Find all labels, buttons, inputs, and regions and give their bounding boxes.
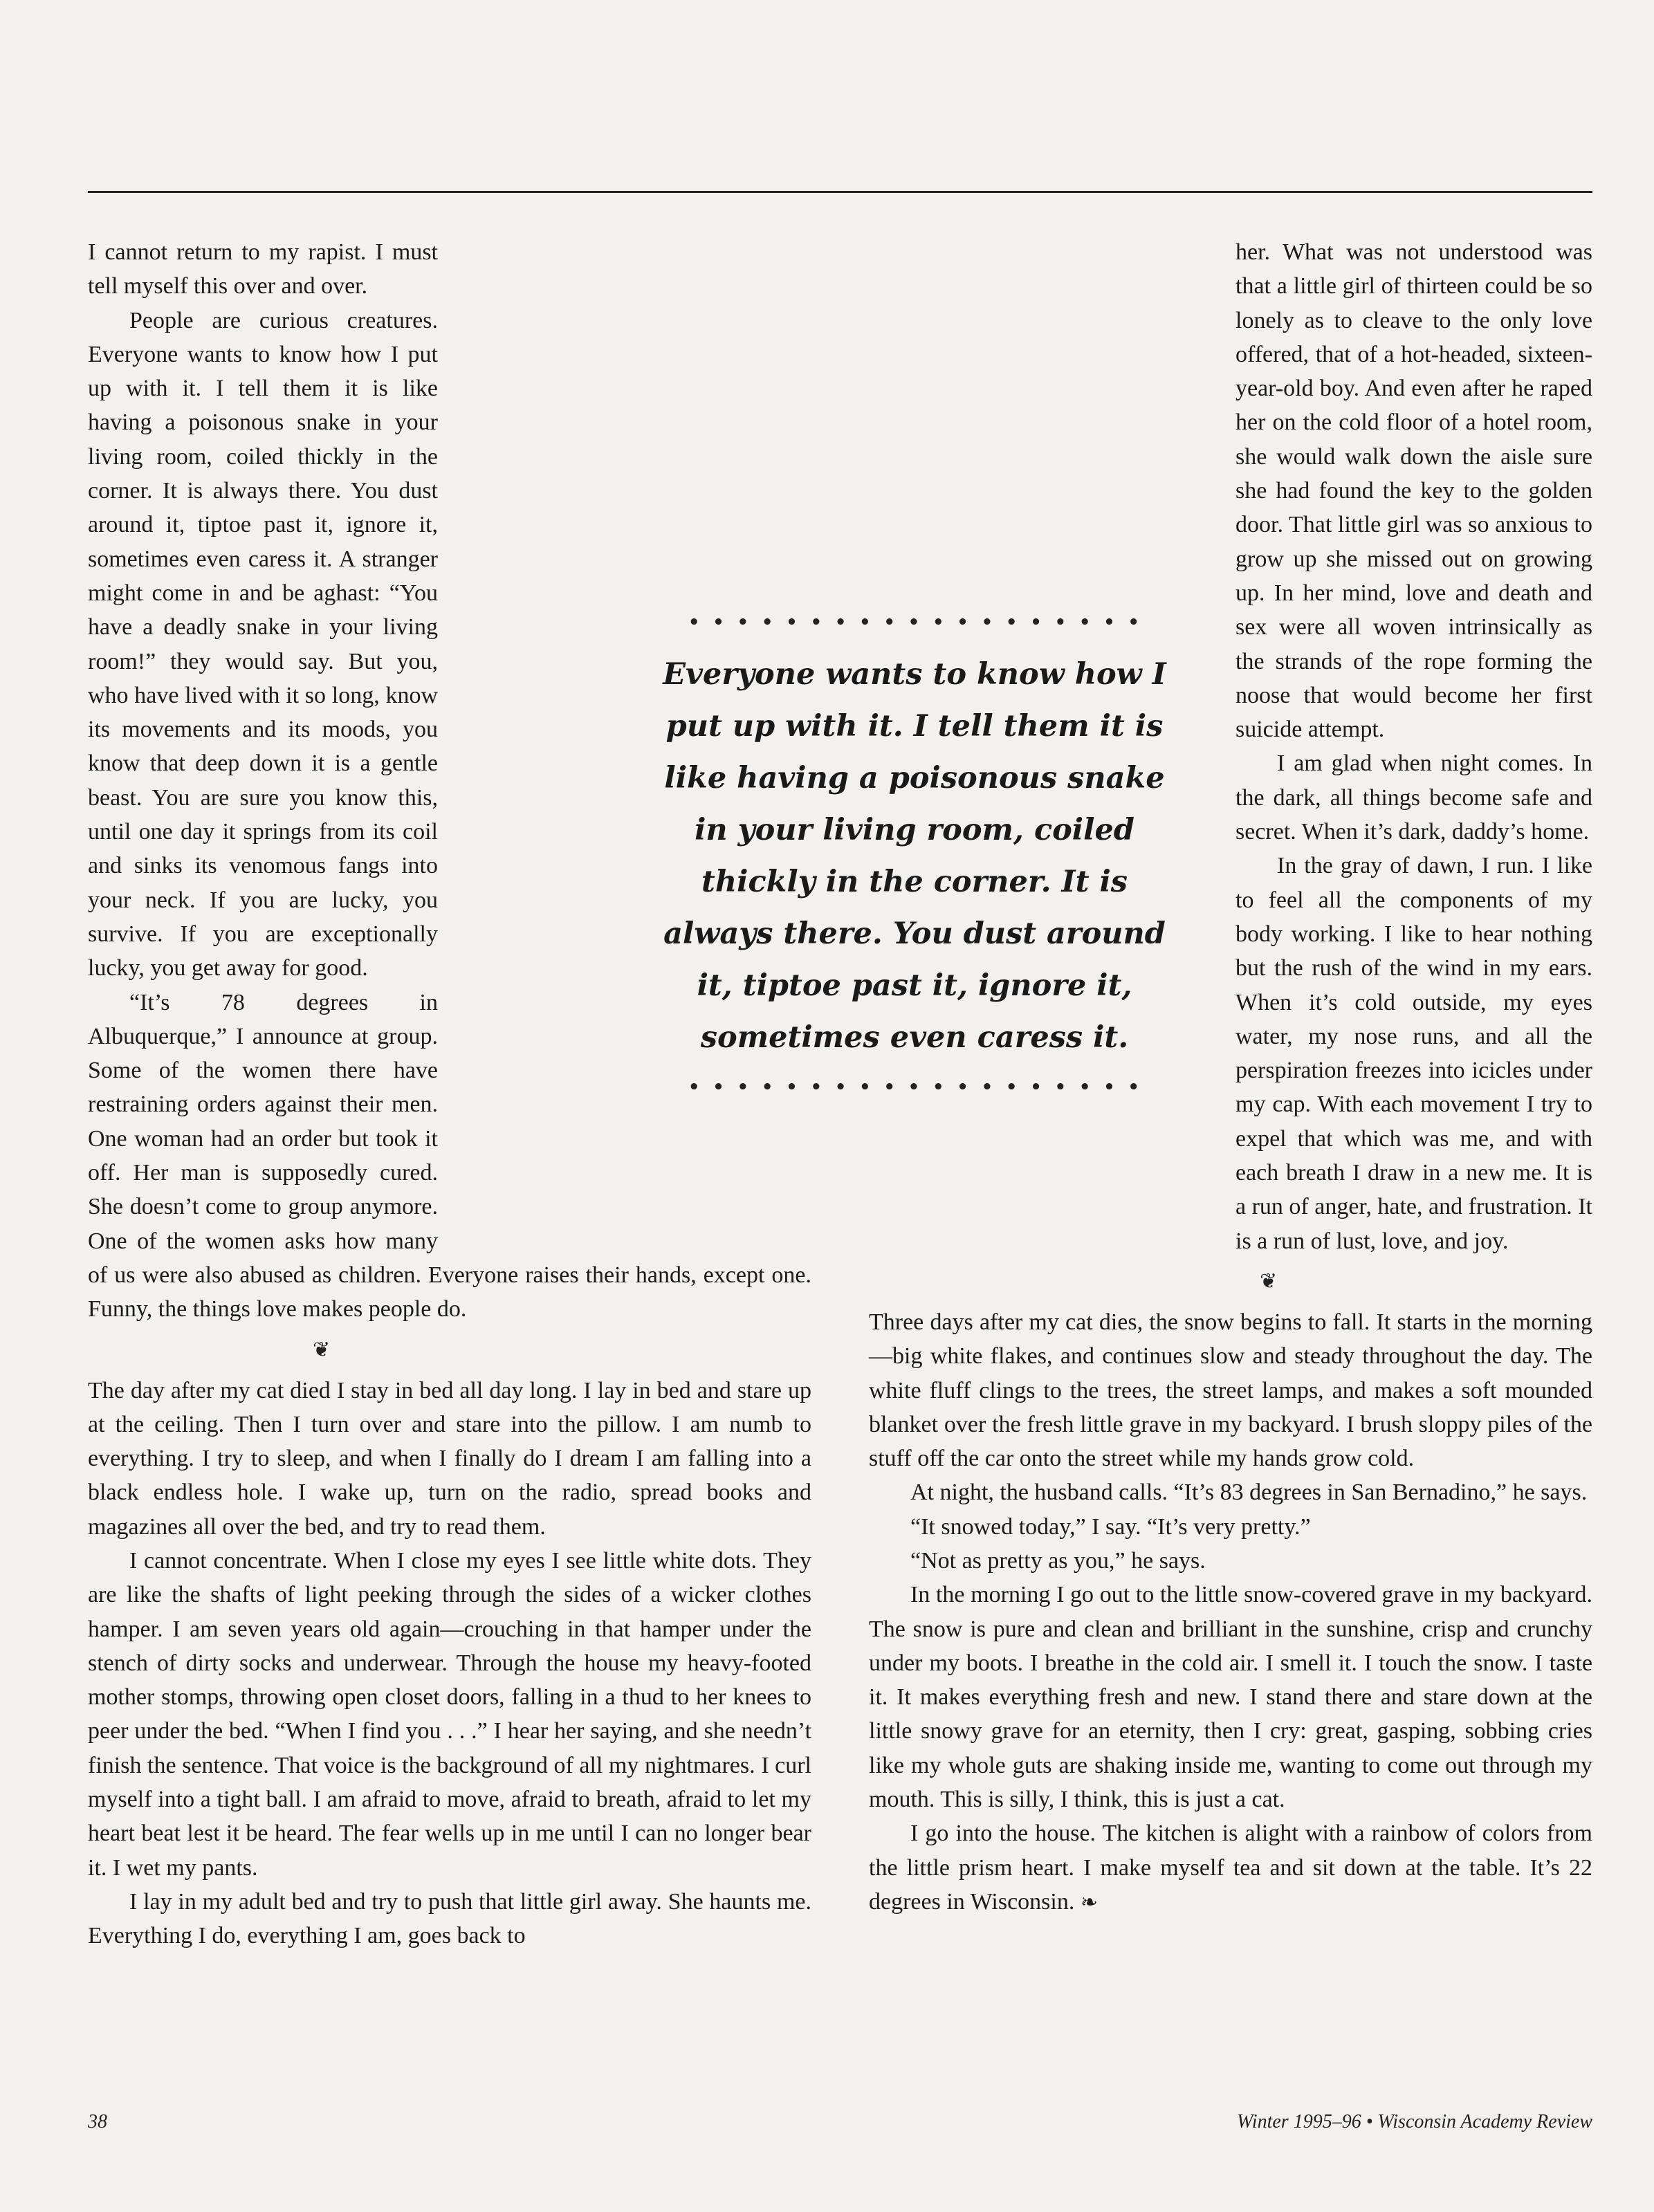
paragraph: In the gray of dawn, I run. I like to feel all the components of my body working. I like to hear nothing but the rush of the wind in my ears. When it’s cold outside, my eyes water, my nose runs, and all the perspiration freezes into icicles under my cap. With each movement I try to expel that which was me, and with each breath I draw in a new me. It is a run of anger, hate, and frustration. It is a run of lust, love, and joy. bbox=[1235, 853, 1592, 1254]
paragraph-text: I go into the house. The kitchen is alight with a rainbow of colors from the little prism heart. I make myself tea and sit down at the table. It’s 22 degrees in Wisconsin. bbox=[869, 1821, 1592, 1915]
pull-quote-top-dots: • • • • • • • • • • • • • • • • • • • bbox=[688, 612, 1141, 633]
paragraph: In the morning I go out to the little snow-covered grave in my backyard. The snow is pure and clean and brilliant in the sunshine, crisp and crunchy under my boots. I breathe in the cold air. I smell it. I touch the snow. I taste it. It makes everything fresh and new. I stand there and stare down at the little snowy grave for an eternity, then I cry: great, gasping, sobbing cries like my whole guts are shaking inside me, wanting to come out through my mouth. This is silly, I think, this is just a cat. bbox=[869, 1582, 1592, 1813]
running-footer: Winter 1995–96 • Wisconsin Academy Review bbox=[1237, 2111, 1592, 2132]
article-body bbox=[88, 235, 1592, 2034]
paragraph: I cannot return to my rapist. I must tell myself this over and over. bbox=[88, 239, 438, 299]
paragraph: her. What was not understood was that a little girl of thirteen could be so lonely as to cleave to the only love offered, that of a hot-headed, sixteen-year-old boy. And even after he raped her on the cold floor of a hotel room, she would walk down the aisle sure she had found the key to the golden door. That little girl was so anxious to grow up she missed out on growing up. In her mind, love and death and sex were all woven intrinsically as the strands of the rope forming the noose that would become her first suicide attempt. bbox=[1235, 239, 1592, 743]
paragraph: At night, the husband calls. “It’s 83 degrees in San Bernadino,” he says. bbox=[910, 1480, 1588, 1506]
pull-quote-text: Everyone wants to know how I put up with it. I tell them it is like having a poisonous snake in your living room, coiled thickly in the corner. It is always there. You dust around it, tiptoe past it, ignore it, sometimes even caress it. bbox=[663, 657, 1166, 1055]
page-number: 38 bbox=[88, 2111, 107, 2132]
paragraph: I cannot concentrate. When I close my eyes I see little white dots. They are like the shafts of light peeking through the sides of a wicker clothes hamper. I am seven years old again—crouching in that hamper under the stench of dirty socks and underwear. Through the house my heavy-footed mother stomps, throwing open closet doors, falling in a thud to her knees to peer under the bed. “When I find you . . .” I hear her saying, and she needn’t finish the sentence. That voice is the background of all my nightmares. I curl myself into a tight ball. I am afraid to move, afraid to breath, afraid to let my heart beat lest it be heard. The fear wells up in me until I can no longer bear it. I wet my pants. bbox=[88, 1547, 811, 1881]
paragraph: I lay in my adult bed and try to push that little girl away. She haunts me. Everything I do, everything I am, goes back to bbox=[88, 1888, 811, 1949]
pull-quote-bottom-dots: • • • • • • • • • • • • • • • • • • • bbox=[688, 1077, 1141, 1098]
section-ornament-icon: ❦ bbox=[313, 1338, 331, 1361]
paragraph: Three days after my cat dies, the snow begins to fall. It starts in the morning—big white flakes, and continues slow and steady throughout the day. The white fluff clings to the trees, the street lamps, and makes a soft mounded blanket over the fresh little grave in my backyard. I brush sloppy piles of the stuff off the car onto the street while my hands grow cold. bbox=[869, 1309, 1592, 1472]
paragraph bbox=[869, 1816, 1592, 1919]
paragraph: I am glad when night comes. In the dark, all things become safe and secret. When it’s dark, daddy’s home. bbox=[1235, 750, 1592, 845]
end-of-article-icon: ❧ bbox=[1080, 1890, 1098, 1914]
paragraph: People are curious creatures. Everyone wants to know how I put up with it. I tell them it is like having a poisonous snake in your living room, coiled thickly in the corner. It is always there. You dust around it, tiptoe past it, ignore it, sometimes even caress it. A stranger might come in and be aghast: “You have a deadly snake in your living room!” they would say. But you, who have lived with it so long, know its movements and its moods, you know that deep down it is a gentle beast. You are sure you know this, until one day it springs from its coil and sinks its venomous fangs into your neck. If you are lucky, you survive. If you are exceptionally lucky, you get away for good. bbox=[88, 307, 438, 981]
paragraph: “It snowed today,” I say. “It’s very pretty.” bbox=[910, 1513, 1311, 1540]
header-rule bbox=[88, 191, 1592, 193]
paragraph: “Not as pretty as you,” he says. bbox=[910, 1547, 1206, 1574]
pull-quote bbox=[655, 609, 1174, 1101]
paragraph: “It’s 78 degrees in Albuquerque,” I announce at group. Some of the women there have restraining orders against their men. One woman had an order but took it off. Her man is supposedly cured. She doesn’t come to group anymore. One of the women asks how many of us were also abused as children. Everyone raises their hands, except one. Funny, the things love makes people do. bbox=[88, 989, 811, 1322]
paragraph: The day after my cat died I stay in bed all day long. I lay in bed and stare up at the ceiling. Then I turn over and stare into the pillow. I am numb to everything. I try to sleep, and when I finally do I dream I am falling into a black endless hole. I wake up, turn on the radio, spread books and magazines all over the bed, and try to read them. bbox=[88, 1377, 811, 1540]
section-ornament-icon: ❦ bbox=[1260, 1269, 1278, 1293]
